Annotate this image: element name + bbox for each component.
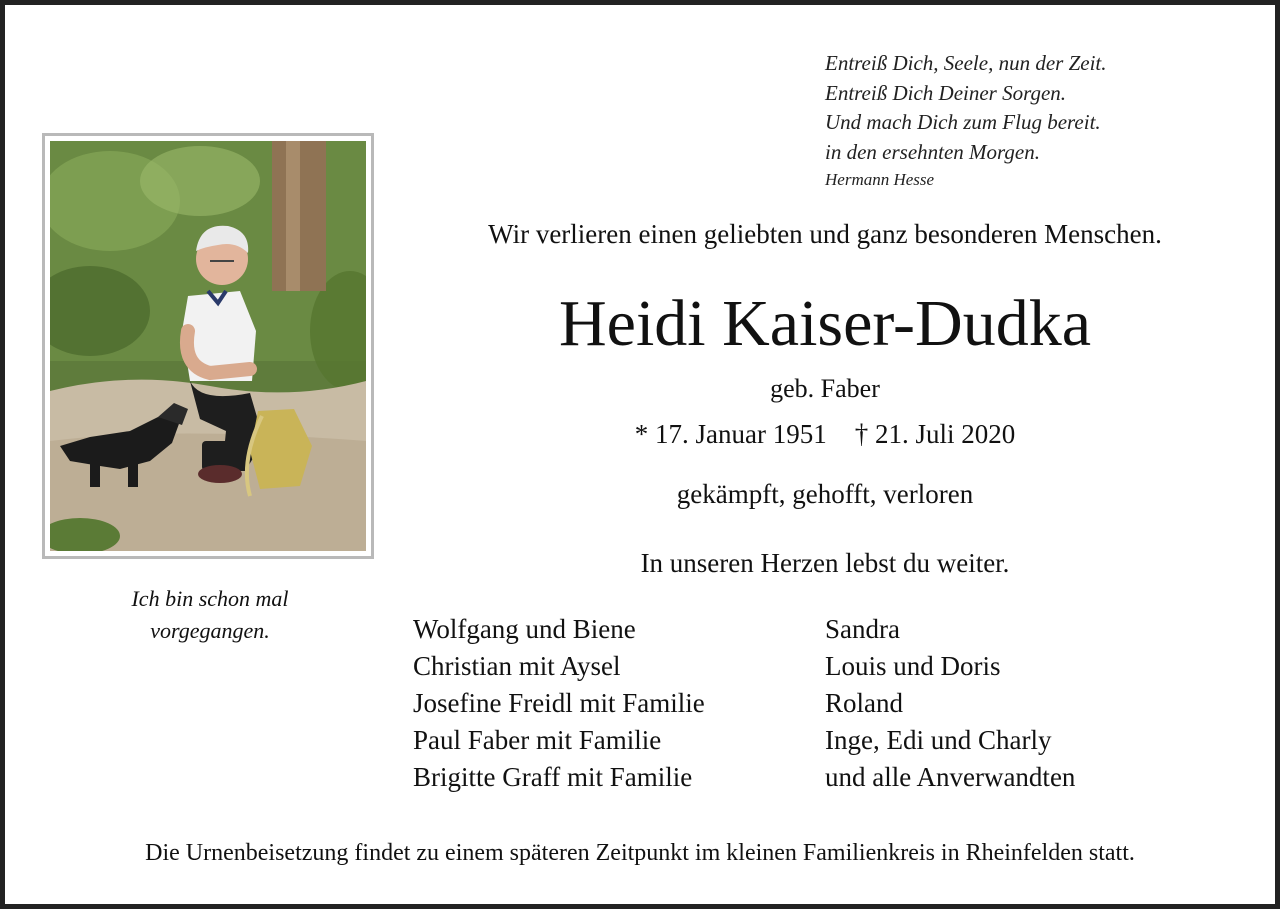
motto-text: gekämpft, gehofft, verloren	[676, 479, 974, 509]
poem-author: Hermann Hesse	[825, 170, 935, 189]
mourner-entry: Roland	[825, 688, 903, 718]
life-dates	[405, 419, 1245, 450]
mourner-entry: Sandra	[825, 614, 900, 644]
mourner-entry: Josefine Freidl mit Familie	[413, 688, 705, 718]
poem-line: Entreiß Dich, Seele, nun der Zeit.	[825, 51, 1107, 75]
photo-caption-line: vorgegangen.	[150, 618, 270, 643]
intro-text: Wir verlieren einen geliebten und ganz besonderen Menschen.	[488, 219, 1162, 249]
poem-line: Und mach Dich zum Flug bereit.	[825, 110, 1101, 134]
mourner-entry: Brigitte Graff mit Familie	[413, 762, 693, 792]
portrait-photo	[50, 141, 366, 551]
portrait-photo-frame	[42, 133, 374, 559]
mourners-right-column	[825, 611, 1075, 796]
burial-notice: Die Urnenbeisetzung findet zu einem späteren Zeitpunkt im kleinen Familienkreis in Rheinfelden statt.	[145, 840, 1135, 866]
mourner-entry: Christian mit Aysel	[413, 651, 621, 681]
deceased-name: Heidi Kaiser-Dudka	[559, 287, 1091, 360]
maiden-name: geb. Faber	[770, 374, 880, 403]
mourner-entry: Louis und Doris	[825, 651, 1001, 681]
poem-line: in den ersehnten Morgen.	[825, 139, 1041, 164]
mourner-entry: Paul Faber mit Familie	[413, 725, 662, 755]
mourner-entry: Inge, Edi und Charly	[825, 725, 1052, 755]
mourner-entry: Wolfgang und Biene	[413, 614, 636, 644]
birth-date: * 17. Januar 1951	[634, 419, 827, 449]
heart-line: In unseren Herzen lebst du weiter.	[640, 548, 1010, 578]
mourner-entry: und alle Anverwandten	[825, 762, 1076, 792]
mourners-left-column	[413, 611, 705, 796]
poem	[825, 49, 1107, 193]
photo-caption	[45, 583, 375, 647]
poem-line: Entreiß Dich Deiner Sorgen.	[825, 80, 1067, 105]
death-date: † 21. Juli 2020	[854, 419, 1016, 449]
photo-caption-line: Ich bin schon mal	[131, 586, 289, 611]
